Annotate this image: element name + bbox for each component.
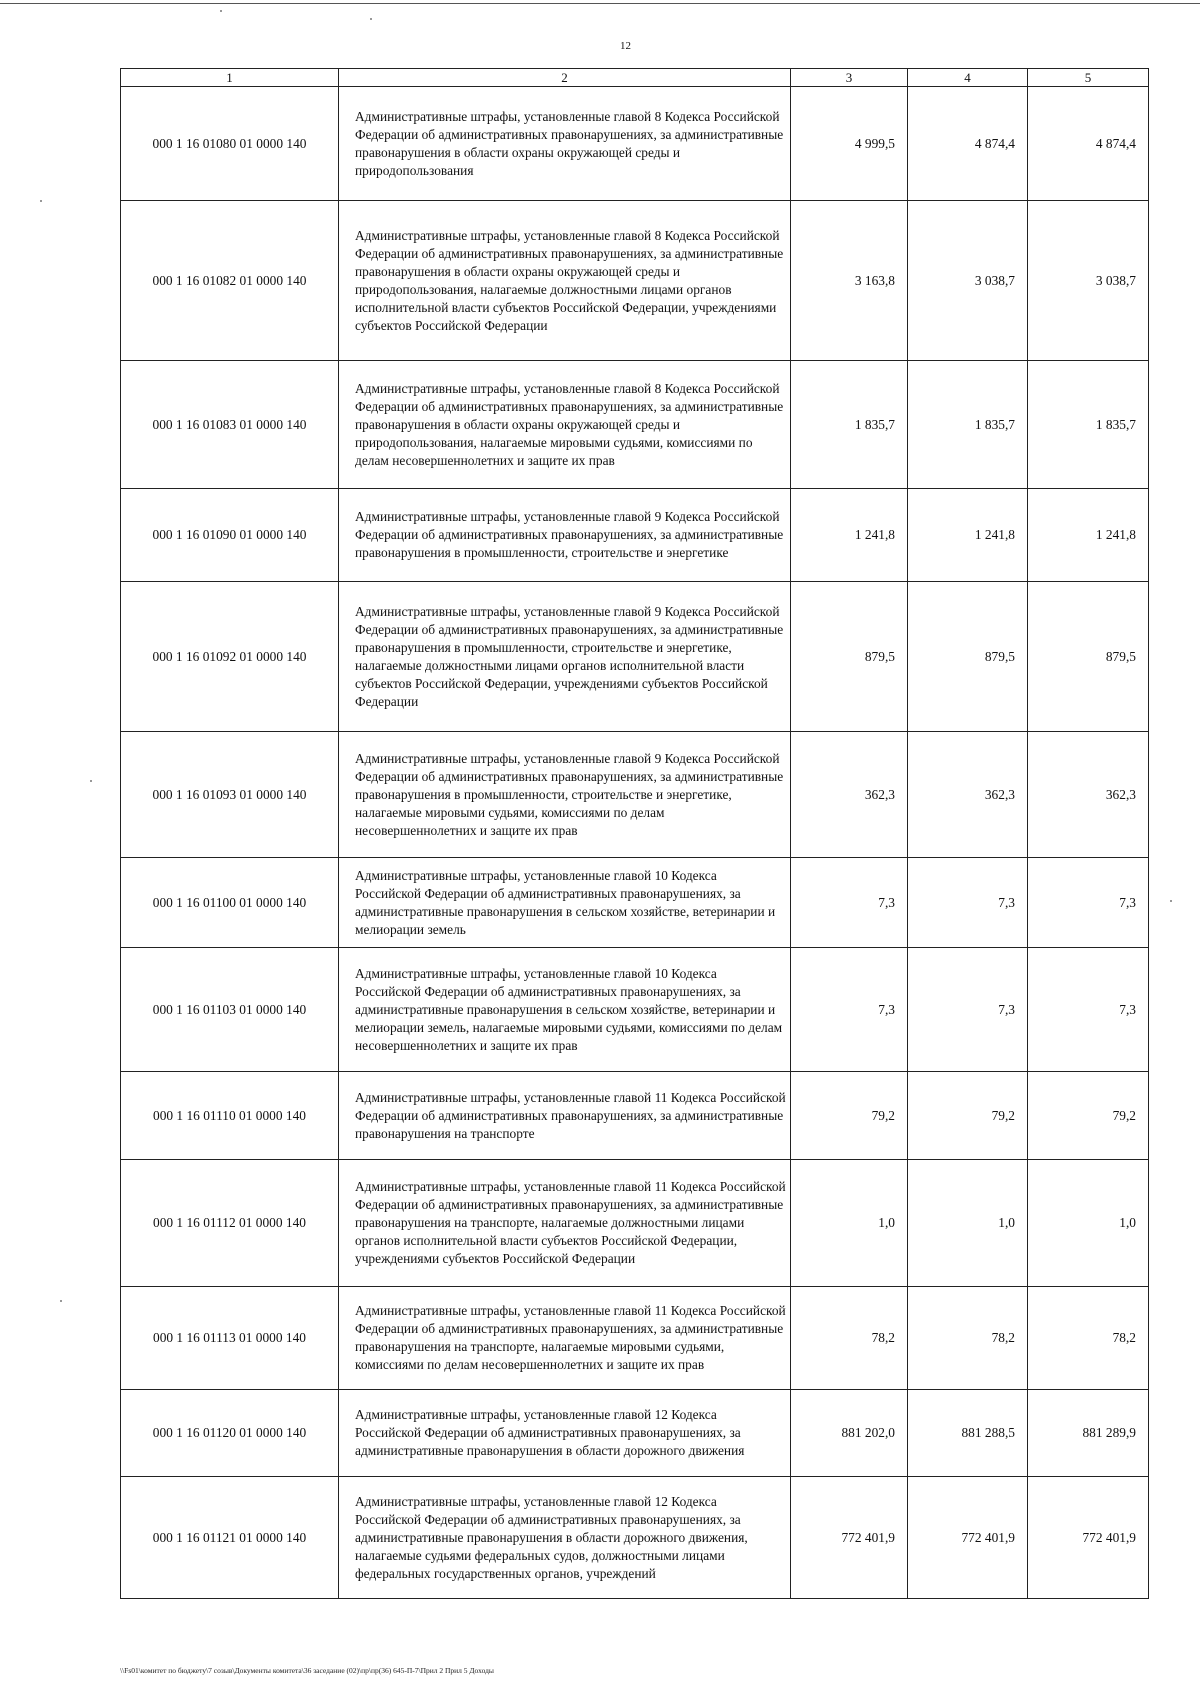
value-col-5: 362,3 <box>1028 732 1149 858</box>
table-header-row <box>121 69 1149 87</box>
value-col-4: 4 874,4 <box>908 87 1028 201</box>
value-col-5: 7,3 <box>1028 858 1149 948</box>
revenue-name: Административные штрафы, установленные главой 10 Кодекса Российской Федерации об административных правонарушениях, за административные правонарушения в сельском хозяйстве, ветеринарии и мелиорации земель, налагаемые мировыми судьями, комиссиями по делам несовершеннолетних и защите их прав <box>339 948 791 1072</box>
scan-speck <box>90 780 92 782</box>
value-col-4: 79,2 <box>908 1072 1028 1160</box>
table-row <box>121 1477 1149 1599</box>
budget-code: 000 1 16 01092 01 0000 140 <box>121 582 339 732</box>
value-col-3: 1 241,8 <box>791 489 908 582</box>
revenue-table <box>120 68 1149 1599</box>
top-rule <box>0 3 1200 4</box>
value-col-4: 7,3 <box>908 948 1028 1072</box>
budget-code: 000 1 16 01100 01 0000 140 <box>121 858 339 948</box>
table-row <box>121 582 1149 732</box>
value-col-3: 772 401,9 <box>791 1477 908 1599</box>
value-col-4: 1 241,8 <box>908 489 1028 582</box>
table-row <box>121 948 1149 1072</box>
revenue-name: Административные штрафы, установленные главой 12 Кодекса Российской Федерации об административных правонарушениях, за административные правонарушения в области дорожного движения, налагаемые судьями федеральных судов, должностными лицами федеральных государственных органов, учреждений <box>339 1477 791 1599</box>
scan-speck <box>370 18 372 20</box>
revenue-name: Административные штрафы, установленные главой 11 Кодекса Российской Федерации об административных правонарушениях, за административные правонарушения на транспорте, налагаемые должностными лицами органов исполнительной власти субъектов Российской Федерации, учреждениями субъектов Российской Федерации <box>339 1160 791 1287</box>
page-number: 12 <box>620 40 631 52</box>
header-col-5: 5 <box>1028 69 1149 87</box>
header-col-1: 1 <box>121 69 339 87</box>
value-col-5: 879,5 <box>1028 582 1149 732</box>
value-col-4: 879,5 <box>908 582 1028 732</box>
revenue-name: Административные штрафы, установленные главой 11 Кодекса Российской Федерации об административных правонарушениях, за административные правонарушения на транспорте, налагаемые мировыми судьями, комиссиями по делам несовершеннолетних и защите их прав <box>339 1287 791 1390</box>
value-col-4: 1 835,7 <box>908 361 1028 489</box>
table-row <box>121 1287 1149 1390</box>
revenue-name: Административные штрафы, установленные главой 11 Кодекса Российской Федерации об административных правонарушениях, за административные правонарушения на транспорте <box>339 1072 791 1160</box>
revenue-name: Административные штрафы, установленные главой 8 Кодекса Российской Федерации об административных правонарушениях, за административные правонарушения в области охраны окружающей среды и природопользования, налагаемые должностными лицами органов исполнительной власти субъектов Российской Федерации, учреждениями субъектов Российской Федерации <box>339 201 791 361</box>
table-row <box>121 489 1149 582</box>
revenue-name: Административные штрафы, установленные главой 9 Кодекса Российской Федерации об административных правонарушениях, за административные правонарушения в промышленности, строительстве и энергетике, налагаемые должностными лицами органов исполнительной власти субъектов Российской Федерации, учреждениями субъектов Российской Федерации <box>339 582 791 732</box>
value-col-5: 4 874,4 <box>1028 87 1149 201</box>
table-row <box>121 87 1149 201</box>
revenue-name: Административные штрафы, установленные главой 9 Кодекса Российской Федерации об административных правонарушениях, за административные правонарушения в промышленности, строительстве и энергетике <box>339 489 791 582</box>
revenue-name: Административные штрафы, установленные главой 9 Кодекса Российской Федерации об административных правонарушениях, за административные правонарушения в промышленности, строительстве и энергетике, налагаемые мировыми судьями, комиссиями по делам несовершеннолетних и защите их прав <box>339 732 791 858</box>
table-row <box>121 201 1149 361</box>
value-col-3: 78,2 <box>791 1287 908 1390</box>
value-col-4: 1,0 <box>908 1160 1028 1287</box>
budget-code: 000 1 16 01093 01 0000 140 <box>121 732 339 858</box>
revenue-name: Административные штрафы, установленные главой 8 Кодекса Российской Федерации об административных правонарушениях, за административные правонарушения в области охраны окружающей среды и природопользования, налагаемые мировыми судьями, комиссиями по делам несовершеннолетних и защите их прав <box>339 361 791 489</box>
revenue-name: Административные штрафы, установленные главой 8 Кодекса Российской Федерации об административных правонарушениях, за административные правонарушения в области охраны окружающей среды и природопользования <box>339 87 791 201</box>
value-col-5: 1 241,8 <box>1028 489 1149 582</box>
budget-code: 000 1 16 01103 01 0000 140 <box>121 948 339 1072</box>
table-row <box>121 1072 1149 1160</box>
budget-code: 000 1 16 01090 01 0000 140 <box>121 489 339 582</box>
value-col-4: 78,2 <box>908 1287 1028 1390</box>
value-col-5: 79,2 <box>1028 1072 1149 1160</box>
scan-speck <box>1170 900 1172 902</box>
value-col-3: 881 202,0 <box>791 1390 908 1477</box>
value-col-3: 362,3 <box>791 732 908 858</box>
value-col-3: 3 163,8 <box>791 201 908 361</box>
value-col-3: 7,3 <box>791 858 908 948</box>
value-col-3: 4 999,5 <box>791 87 908 201</box>
budget-code: 000 1 16 01082 01 0000 140 <box>121 201 339 361</box>
value-col-5: 7,3 <box>1028 948 1149 1072</box>
value-col-3: 1,0 <box>791 1160 908 1287</box>
value-col-4: 881 288,5 <box>908 1390 1028 1477</box>
table-row <box>121 1160 1149 1287</box>
budget-code: 000 1 16 01113 01 0000 140 <box>121 1287 339 1390</box>
table-row <box>121 361 1149 489</box>
table-row <box>121 732 1149 858</box>
revenue-name: Административные штрафы, установленные главой 12 Кодекса Российской Федерации об административных правонарушениях, за административные правонарушения в области дорожного движения <box>339 1390 791 1477</box>
footer-file-path: \\Fs01\комитет по бюджету\7 созыв\Документы комитета\36 заседание (02)\пр\пр(36) 645-П-7\Прил 2 Прил 5 Доходы <box>120 1666 494 1675</box>
value-col-5: 772 401,9 <box>1028 1477 1149 1599</box>
header-col-2: 2 <box>339 69 791 87</box>
header-col-4: 4 <box>908 69 1028 87</box>
value-col-4: 772 401,9 <box>908 1477 1028 1599</box>
value-col-5: 1 835,7 <box>1028 361 1149 489</box>
value-col-3: 7,3 <box>791 948 908 1072</box>
value-col-5: 78,2 <box>1028 1287 1149 1390</box>
value-col-4: 7,3 <box>908 858 1028 948</box>
scan-speck <box>60 1300 62 1302</box>
table-row <box>121 858 1149 948</box>
header-col-3: 3 <box>791 69 908 87</box>
value-col-5: 1,0 <box>1028 1160 1149 1287</box>
value-col-3: 79,2 <box>791 1072 908 1160</box>
budget-code: 000 1 16 01080 01 0000 140 <box>121 87 339 201</box>
budget-code: 000 1 16 01120 01 0000 140 <box>121 1390 339 1477</box>
revenue-name: Административные штрафы, установленные главой 10 Кодекса Российской Федерации об административных правонарушениях, за административные правонарушения в сельском хозяйстве, ветеринарии и мелиорации земель <box>339 858 791 948</box>
scan-speck <box>40 200 42 202</box>
scan-speck <box>220 10 222 12</box>
table-row <box>121 1390 1149 1477</box>
value-col-4: 3 038,7 <box>908 201 1028 361</box>
value-col-3: 879,5 <box>791 582 908 732</box>
value-col-5: 881 289,9 <box>1028 1390 1149 1477</box>
budget-code: 000 1 16 01112 01 0000 140 <box>121 1160 339 1287</box>
value-col-4: 362,3 <box>908 732 1028 858</box>
budget-code: 000 1 16 01121 01 0000 140 <box>121 1477 339 1599</box>
budget-code: 000 1 16 01083 01 0000 140 <box>121 361 339 489</box>
value-col-3: 1 835,7 <box>791 361 908 489</box>
budget-code: 000 1 16 01110 01 0000 140 <box>121 1072 339 1160</box>
value-col-5: 3 038,7 <box>1028 201 1149 361</box>
